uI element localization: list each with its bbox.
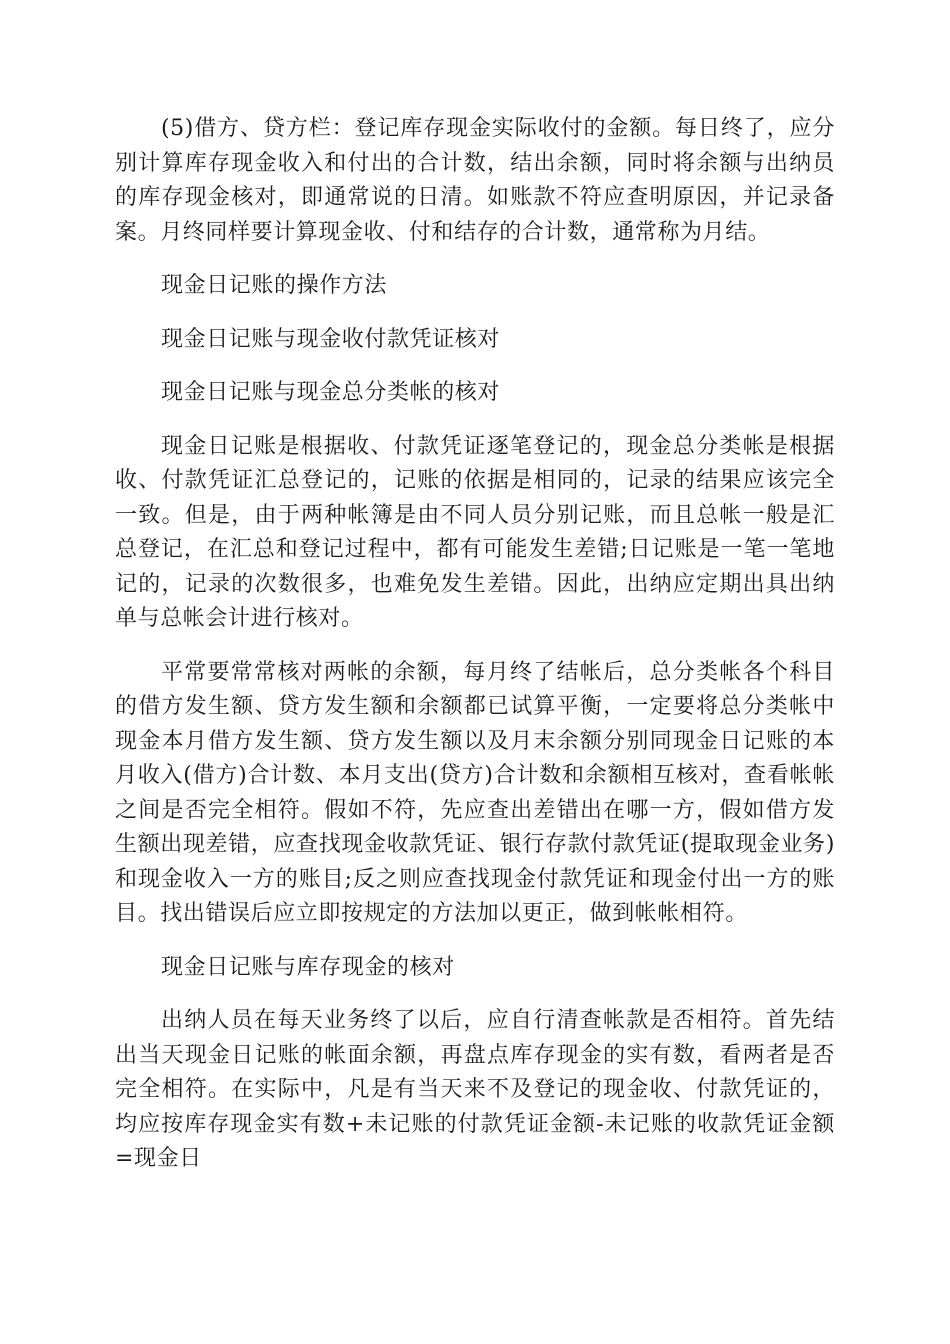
heading-operation-method: 现金日记账的操作方法 [161,273,388,298]
heading-cash-on-hand-check: 现金日记账与库存现金的核对 [161,954,455,980]
paragraph-debit-credit-column: (5)借方、贷方栏：登记库存现金实际收付的金额。每日终了，应分别计算库存现金收入和付出的合计数，结出余额，同时将余额与出纳员的库存现金核对，即通常说的日清。如账款不符应查明原因，并记录备案。月终同样要计算现金收、付和结存的合计数，通常称为月结。 [115,116,835,245]
heading-voucher-check: 现金日记账与现金收付款凭证核对 [161,326,501,352]
document-body [115,112,835,1196]
paragraph-daily-clearing: 出纳人员在每天业务终了以后，应自行清查帐款是否相符。首先结出当天现金日记账的帐面余额，再盘点库存现金的实有数，看两者是否完全相符。在实际中，凡是有当天来不及登记的现金收、付款凭证的，均应按库存现金实有数+未记账的付款凭证金额-未记账的收款凭证金额=现金日 [115,1008,835,1171]
heading-general-ledger-check: 现金日记账与现金总分类帐的核对 [161,380,501,405]
paragraph-balance-check: 平常要常常核对两帐的余额，每月终了结帐后，总分类帐各个科目的借方发生额、贷方发生额和余额都已试算平衡，一定要将总分类帐中现金本月借方发生额、贷方发生额以及月末余额分别同现金日记账的本月收入(借方)合计数、本月支出(贷方)合计数和余额相互核对，查看帐帐之间是否完全相符。假如不符，先应查出差错出在哪一方，假如借方发生额出现差错，应查找现金收款凭证、银行存款付款凭证(提取现金业务)和现金收入一方的账目;反之则应查找现金付款凭证和现金付出一方的账目。找出错误后应立即按规定的方法加以更正，做到帐帐相符。 [115,659,835,926]
paragraph-ledger-basis: 现金日记账是根据收、付款凭证逐笔登记的，现金总分类帐是根据收、付款凭证汇总登记的，记账的依据是相同的，记录的结果应该完全一致。但是，由于两种帐簿是由不同人员分别记账，而且总帐一般是汇总登记，在汇总和登记过程中，都有可能发生差错;日记账是一笔一笔地记的，记录的次数很多，也难免发生差错。因此，出纳应定期出具出纳单与总帐会计进行核对。 [115,433,835,631]
